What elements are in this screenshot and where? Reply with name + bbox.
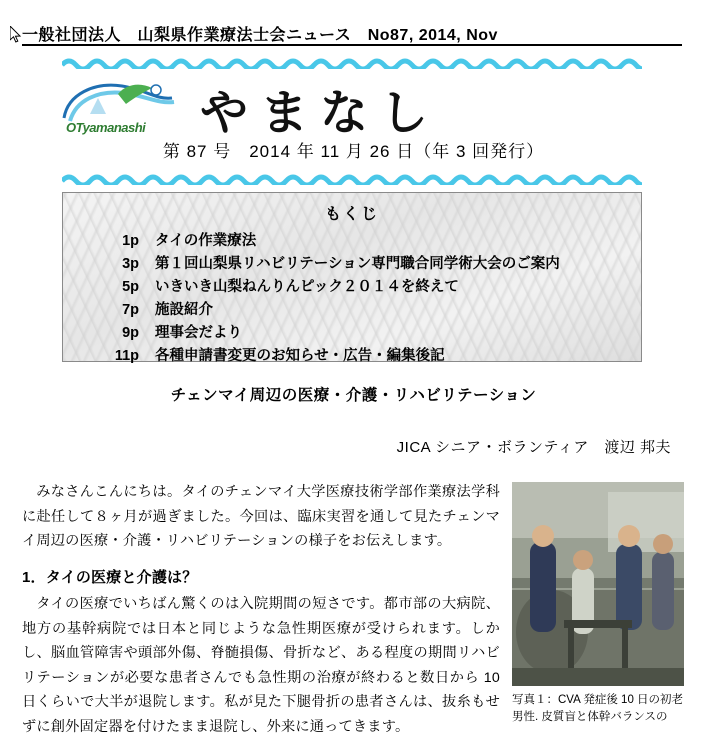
- toc-item-label: いきいき山梨ねんりんピック２０１４を終えて: [155, 279, 459, 295]
- toc-item[interactable]: [63, 253, 641, 275]
- toc-item-page: 3p: [122, 256, 139, 272]
- mouse-cursor-icon: [10, 26, 22, 43]
- toc-item-label: タイの作業療法: [155, 233, 257, 249]
- toc-item-page: 7p: [122, 302, 139, 318]
- hospital-rehab-photo: [512, 482, 684, 686]
- decorative-wave-top: [62, 56, 642, 69]
- toc-item-page: 11p: [114, 348, 139, 364]
- toc-list: [63, 230, 641, 367]
- article-byline: JICA シニア・ボランティア 渡辺 邦夫: [396, 439, 671, 456]
- article-section-paragraph: タイの医療でいちばん驚くのは入院期間の短さです。都市部の大病院、地方の基幹病院では日本と同じような急性期医療が受けられます。しかし、脳血管障害や頭部外傷、脊髄損傷、骨折など、ある程度の期間リハビリテーションが必要な患者さんでも急性期の治療が終わると数日から 10 日くらいで大半が退院します。私が見た下腿骨折の患者さんは、抜糸もせずに創外固定器を付けたまま退院し、外来に通ってきます。: [22, 596, 500, 735]
- toc-item[interactable]: [63, 276, 641, 298]
- article-photo: [512, 482, 684, 686]
- logo-wordmark: OTyamanashi: [66, 120, 146, 135]
- toc-item-page: 1p: [122, 233, 139, 249]
- toc-heading: もくじ: [324, 206, 379, 223]
- toc-item-page: 9p: [122, 325, 139, 341]
- photo-caption: 写真１：CVA 発症後 10 日の初老男性. 皮質盲と体幹バランスの: [512, 694, 684, 723]
- page-title: やまなし: [200, 87, 441, 140]
- toc-item-label: 各種申請書変更のお知らせ・広告・編集後記: [155, 348, 445, 364]
- logo-swoosh-icon: [60, 78, 180, 126]
- article-section-heading: 1．タイの医療と介護は？: [22, 568, 198, 586]
- toc-item[interactable]: [63, 345, 641, 367]
- toc-item-label: 施設紹介: [155, 302, 213, 318]
- masthead-title: 一般社団法人 山梨県作業療法士会ニュース No87, 2014, Nov: [22, 27, 498, 44]
- masthead-rule: [22, 44, 682, 46]
- toc-item[interactable]: [63, 299, 641, 321]
- article-lead-paragraph: みなさんこんにちは。タイのチェンマイ大学医療技術学部作業療法学科に赴任して８ヶ月が過ぎました。今回は、臨床実習を通して見たチェンマイ周辺の医療・介護・リハビリテーションの様子をお伝えします。: [22, 484, 500, 549]
- toc-item[interactable]: [63, 322, 641, 344]
- issue-line: 第 87 号 2014 年 11 月 26 日（年 3 回発行）: [162, 142, 545, 161]
- decorative-wave-bottom: [62, 172, 642, 185]
- article-body: [22, 480, 500, 739]
- ot-yamanashi-logo: [60, 78, 180, 142]
- table-of-contents: [62, 192, 642, 362]
- toc-item-page: 5p: [122, 279, 139, 295]
- toc-item-label: 第１回山梨県リハビリテーション専門職合同学術大会のご案内: [155, 256, 560, 272]
- article-title: チェンマイ周辺の医療・介護・リハビリテーション: [170, 387, 537, 404]
- toc-item-label: 理事会だより: [155, 325, 242, 341]
- toc-item[interactable]: [63, 230, 641, 252]
